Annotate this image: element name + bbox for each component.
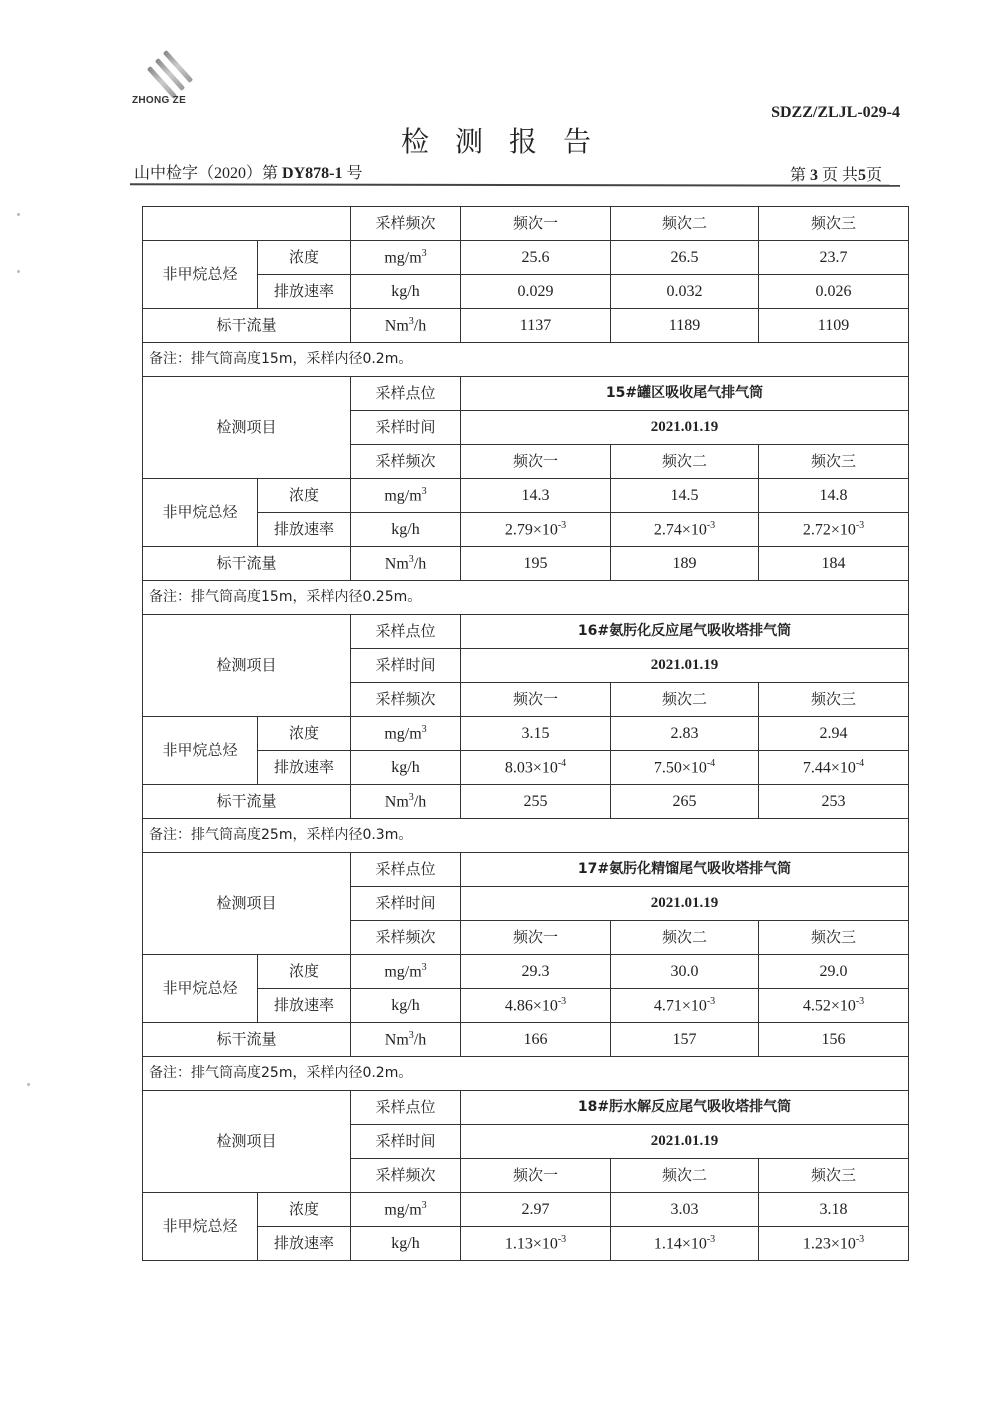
company-logo bbox=[132, 52, 212, 112]
test-results-table bbox=[142, 206, 909, 1261]
remark: 备注：排气筒高度25m，采样内径0.3m。 bbox=[143, 819, 909, 853]
table-row: 非甲烷总烃 浓度 $mg/m^3$ 14.3 14.5 14.8 bbox=[143, 479, 909, 513]
table-row: 排放速率 kg/h 0.029 0.032 0.026 bbox=[143, 275, 909, 309]
sample-date: 2021.01.19 bbox=[461, 887, 909, 921]
pollutant-label: 非甲烷总烃 bbox=[143, 955, 258, 1023]
logo-stripes-icon bbox=[144, 52, 194, 97]
table-row: 标干流量 Nm$^3$/h 166 157 156 bbox=[143, 1023, 909, 1057]
table-row bbox=[143, 581, 909, 615]
report-number: 山中检字（2020）第 DY878-1 号 bbox=[134, 165, 363, 182]
table-row: 采样频次 频次一 频次二 频次三 bbox=[143, 1159, 909, 1193]
table-row: 非甲烷总烃 浓度 $mg/m^3$ 25.6 26.5 23.7 bbox=[143, 241, 909, 275]
remark: 备注：排气筒高度15m，采样内径0.2m。 bbox=[143, 343, 909, 377]
remark: 备注：排气筒高度25m，采样内径0.2m。 bbox=[143, 1057, 909, 1091]
table-row: 检测项目 采样点位 17#氨肟化精馏尾气吸收塔排气筒 bbox=[143, 853, 909, 887]
sample-site: 16#氨肟化反应尾气吸收塔排气筒 bbox=[461, 615, 909, 649]
header-divider bbox=[130, 183, 900, 187]
table-row: 标干流量 Nm$^3$/h 195 189 184 bbox=[143, 547, 909, 581]
test-item-label: 检测项目 bbox=[143, 853, 351, 955]
sample-site: 17#氨肟化精馏尾气吸收塔排气筒 bbox=[461, 853, 909, 887]
sample-site: 15#罐区吸收尾气排气筒 bbox=[461, 377, 909, 411]
table-row: 排放速率 kg/h $8.03\times 10^{-4}$ $7.50\times 10^{-4}$ $7.44\times 10^{-4}$ bbox=[143, 751, 909, 785]
pollutant-label: 非甲烷总烃 bbox=[143, 1193, 258, 1261]
page-number: 第 3 页 共5页 bbox=[789, 167, 882, 184]
sample-date: 2021.01.19 bbox=[461, 1125, 909, 1159]
pollutant-label: 非甲烷总烃 bbox=[143, 479, 258, 547]
table-row bbox=[143, 343, 909, 377]
table-row: 采样频次 频次一 频次二 频次三 bbox=[143, 445, 909, 479]
test-item-label: 检测项目 bbox=[143, 1091, 351, 1193]
table-row: 采样频次 频次一 频次二 频次三 bbox=[143, 921, 909, 955]
sample-date: 2021.01.19 bbox=[461, 411, 909, 445]
table-row: 标干流量 Nm$^3$/h 255 265 253 bbox=[143, 785, 909, 819]
logo-text: ZHONG ZE bbox=[132, 95, 187, 106]
table-row: 排放速率 kg/h $4.86\times 10^{-3}$ $4.71\times 10^{-3}$ $4.52\times 10^{-3}$ bbox=[143, 989, 909, 1023]
table-row: 排放速率 kg/h $2.79\times 10^{-3}$ $2.74\times 10^{-3}$ $2.72\times 10^{-3}$ bbox=[143, 513, 909, 547]
table-row: 采样频次 频次一 频次二 频次三 bbox=[143, 683, 909, 717]
empty-header-cell bbox=[143, 207, 351, 241]
table-row: 采样时间 2021.01.19 bbox=[143, 1125, 909, 1159]
scan-mark bbox=[17, 213, 20, 216]
document-code: SDZZ/ZLJL-029-4 bbox=[771, 104, 900, 121]
table-row: 非甲烷总烃 浓度 $mg/m^3$ 2.97 3.03 3.18 bbox=[143, 1193, 909, 1227]
test-item-label: 检测项目 bbox=[143, 615, 351, 717]
page-title: 检测报告 bbox=[400, 125, 617, 158]
test-item-label: 检测项目 bbox=[143, 377, 351, 479]
remark: 备注：排气筒高度15m，采样内径0.25m。 bbox=[143, 581, 909, 615]
scan-mark bbox=[17, 270, 20, 273]
scan-mark bbox=[27, 1083, 30, 1086]
table-row: 采样时间 2021.01.19 bbox=[143, 411, 909, 445]
table-row: 采样时间 2021.01.19 bbox=[143, 649, 909, 683]
table-row bbox=[143, 819, 909, 853]
table-row: 采样时间 2021.01.19 bbox=[143, 887, 909, 921]
table-row bbox=[143, 1057, 909, 1091]
pollutant-label: 非甲烷总烃 bbox=[143, 241, 258, 309]
table-row: 检测项目 采样点位 15#罐区吸收尾气排气筒 bbox=[143, 377, 909, 411]
table-row: 检测项目 采样点位 18#肟水解反应尾气吸收塔排气筒 bbox=[143, 1091, 909, 1125]
table-row: 标干流量 Nm$^3$/h 1137 1189 1109 bbox=[143, 309, 909, 343]
table-row: 采样频次 频次一 频次二 频次三 bbox=[143, 207, 909, 241]
sample-site: 18#肟水解反应尾气吸收塔排气筒 bbox=[461, 1091, 909, 1125]
sample-date: 2021.01.19 bbox=[461, 649, 909, 683]
table-row: 非甲烷总烃 浓度 $mg/m^3$ 3.15 2.83 2.94 bbox=[143, 717, 909, 751]
table-row: 非甲烷总烃 浓度 $mg/m^3$ 29.3 30.0 29.0 bbox=[143, 955, 909, 989]
table-row: 排放速率 kg/h $1.13\times 10^{-3}$ $1.14\times 10^{-3}$ $1.23\times 10^{-3}$ bbox=[143, 1227, 909, 1261]
pollutant-label: 非甲烷总烃 bbox=[143, 717, 258, 785]
table-row: 检测项目 采样点位 16#氨肟化反应尾气吸收塔排气筒 bbox=[143, 615, 909, 649]
